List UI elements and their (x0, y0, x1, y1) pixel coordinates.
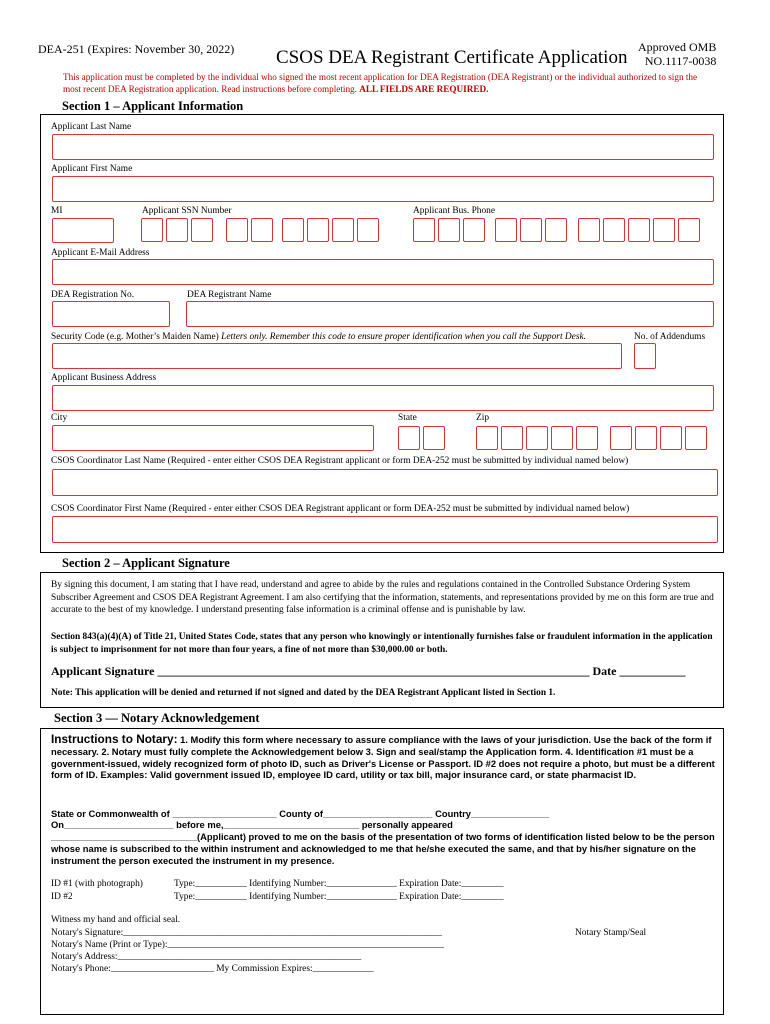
witness-line: Witness my hand and official seal. (51, 915, 181, 925)
notary-proved-paragraph: ____________________________(Applicant) proved to me on the basis of the presentation of two forms of identification listed below to be the person whose name is subscribed to the within instrument and acknowledged to me that he/she executed the same, and that by his/her signature on the instrument the person executed the instrument in my presence. (51, 831, 715, 866)
notary-name-line[interactable]: Notary's Name (Print or Type):___________________________________________________________ (51, 940, 445, 950)
ssn-cells-3[interactable] (282, 218, 382, 242)
coordinator-first-field[interactable] (52, 516, 718, 543)
instruction-text: This application must be completed by the individual who signed the most recent application for DEA Registration (DEA Registrant) or the individual authorized to sign the most recent DEA Registration application. Read instructions before completing. (63, 72, 698, 94)
security-code-hint: Letters only. Remember this code to ensure proper identification when you call the Support Desk. (221, 332, 586, 342)
phone-cells-line[interactable] (578, 218, 703, 242)
state-label: State (398, 413, 417, 423)
first-name-field[interactable] (52, 176, 714, 202)
city-field[interactable] (52, 425, 374, 451)
addendums-label: No. of Addendums (634, 332, 706, 342)
state-cells[interactable] (398, 426, 448, 450)
business-address-label: Applicant Business Address (51, 373, 157, 383)
id1-label: ID #1 (with photograph) (51, 879, 143, 889)
notary-phone-line[interactable]: Notary's Phone:______________________ My Commission Expires:_____________ (51, 964, 374, 974)
penalty-paragraph: Section 843(a)(4)(A) of Title 21, United States Code, states that any person who knowingly or intentionally furnishes false or fraudulent information in the application is subject to imprisonment for not more than four years, a fine of not more than $30,000.00 or both. (51, 632, 713, 655)
ssn-cells-2[interactable] (226, 218, 276, 242)
section-2-title: Section 2 – Applicant Signature (62, 556, 230, 570)
omb-line-2: NO.1117-0038 (644, 54, 717, 68)
omb-number (638, 40, 716, 68)
notary-signature-line[interactable]: Notary's Signature:____________________________________________________________________ (51, 928, 442, 938)
zip-cells-5[interactable] (476, 426, 601, 450)
addendums-field[interactable] (634, 343, 656, 369)
city-label: City (51, 413, 68, 423)
section-3-title: Section 3 — Notary Acknowledgement (54, 711, 260, 725)
mi-field[interactable] (52, 218, 114, 243)
notary-instructions-body: 1. Modify this form where necessary to assure compliance with the laws of your jurisdiction. Use the back of the form if necessary. 2. Notary must fully complete the Acknowledgement below 3. Sign and seal/stamp the Application form. 4. Identification #1 must be a government-issued, widely recognized form of photo ID, such as Driver's License or Passport. ID #2 does not require a photo, but must be a different form of ID. Examples: Valid government issued ID, employee ID card, utility or tax bill, major insurance card, or state pharmacist ID. (51, 734, 715, 781)
agreement-paragraph: By signing this document, I am stating that I have read, understand and agree to abide by the rules and regulations contained in the Controlled Substance Ordering System Subscriber Agreement and CSOS DEA Registrant Agreement. I am also certifying that the information, statements, and representations provided by me on this form are true and accurate to the best of my knowledge. I understand presenting false information is a criminal offense and is punishable by law. (51, 580, 714, 615)
last-name-label: Applicant Last Name (51, 122, 132, 132)
notary-instructions-head: Instructions to Notary: (51, 732, 178, 746)
security-code-field[interactable] (52, 343, 622, 369)
required-notice: ALL FIELDS ARE REQUIRED. (359, 84, 489, 94)
coordinator-first-label: CSOS Coordinator First Name (Required - enter either CSOS DEA Registrant applicant or form DEA-252 must be submitted by individual named below) (51, 504, 630, 514)
notary-stamp-label: Notary Stamp/Seal (575, 928, 647, 938)
dea-number-field[interactable] (52, 301, 170, 327)
omb-line-1: Approved OMB (638, 40, 717, 54)
notary-state-line[interactable]: State or Commonwealth of ____________________ County of_____________________ Country_______________ (51, 808, 550, 819)
security-code-label (51, 332, 586, 342)
phone-label: Applicant Bus. Phone (413, 206, 496, 216)
business-address-field[interactable] (52, 385, 714, 411)
zip-cells-4[interactable] (610, 426, 710, 450)
applicant-signature-line[interactable]: Applicant Signature ________________________________________________________________________ Date ___________ (51, 664, 686, 678)
section-1-title: Section 1 – Applicant Information (62, 99, 244, 113)
dea-number-label: DEA Registration No. (51, 290, 135, 300)
phone-cells-prefix[interactable] (495, 218, 570, 242)
notary-address-line[interactable]: Notary's Address:____________________________________________________ (51, 952, 362, 962)
id2-fields[interactable]: Type:___________ Identifying Number:_______________ Expiration Date:_________ (174, 892, 504, 902)
phone-cells-area[interactable] (413, 218, 488, 242)
mi-label: MI (51, 206, 63, 216)
coordinator-last-label: CSOS Coordinator Last Name (Required - enter either CSOS DEA Registrant applicant or form DEA-252 must be submitted by individual named below) (51, 456, 629, 466)
coordinator-last-field[interactable] (52, 469, 718, 496)
first-name-label: Applicant First Name (51, 164, 133, 174)
ssn-label: Applicant SSN Number (142, 206, 232, 216)
notary-instructions (51, 734, 715, 781)
form-title: CSOS DEA Registrant Certificate Application (276, 47, 628, 68)
notary-on-line[interactable]: On_____________________ before me,__________________________ personally appeared (51, 819, 453, 830)
dea-name-field[interactable] (186, 301, 714, 327)
id1-fields[interactable]: Type:___________ Identifying Number:_______________ Expiration Date:_________ (174, 879, 504, 889)
zip-label: Zip (476, 413, 490, 423)
ssn-cells-1[interactable] (141, 218, 216, 242)
security-code-text: Security Code (e.g. Mother’s Maiden Name) (51, 332, 222, 342)
form-instruction (63, 71, 703, 95)
form-number: DEA-251 (Expires: November 30, 2022) (38, 42, 235, 56)
email-label: Applicant E-Mail Address (51, 248, 150, 258)
id2-label: ID #2 (51, 892, 73, 902)
dea-name-label: DEA Registrant Name (187, 290, 272, 300)
last-name-field[interactable] (52, 134, 714, 160)
email-field[interactable] (52, 259, 714, 285)
signature-note: Note: This application will be denied and returned if not signed and dated by the DEA Registrant Applicant listed in Section 1. (51, 688, 556, 698)
